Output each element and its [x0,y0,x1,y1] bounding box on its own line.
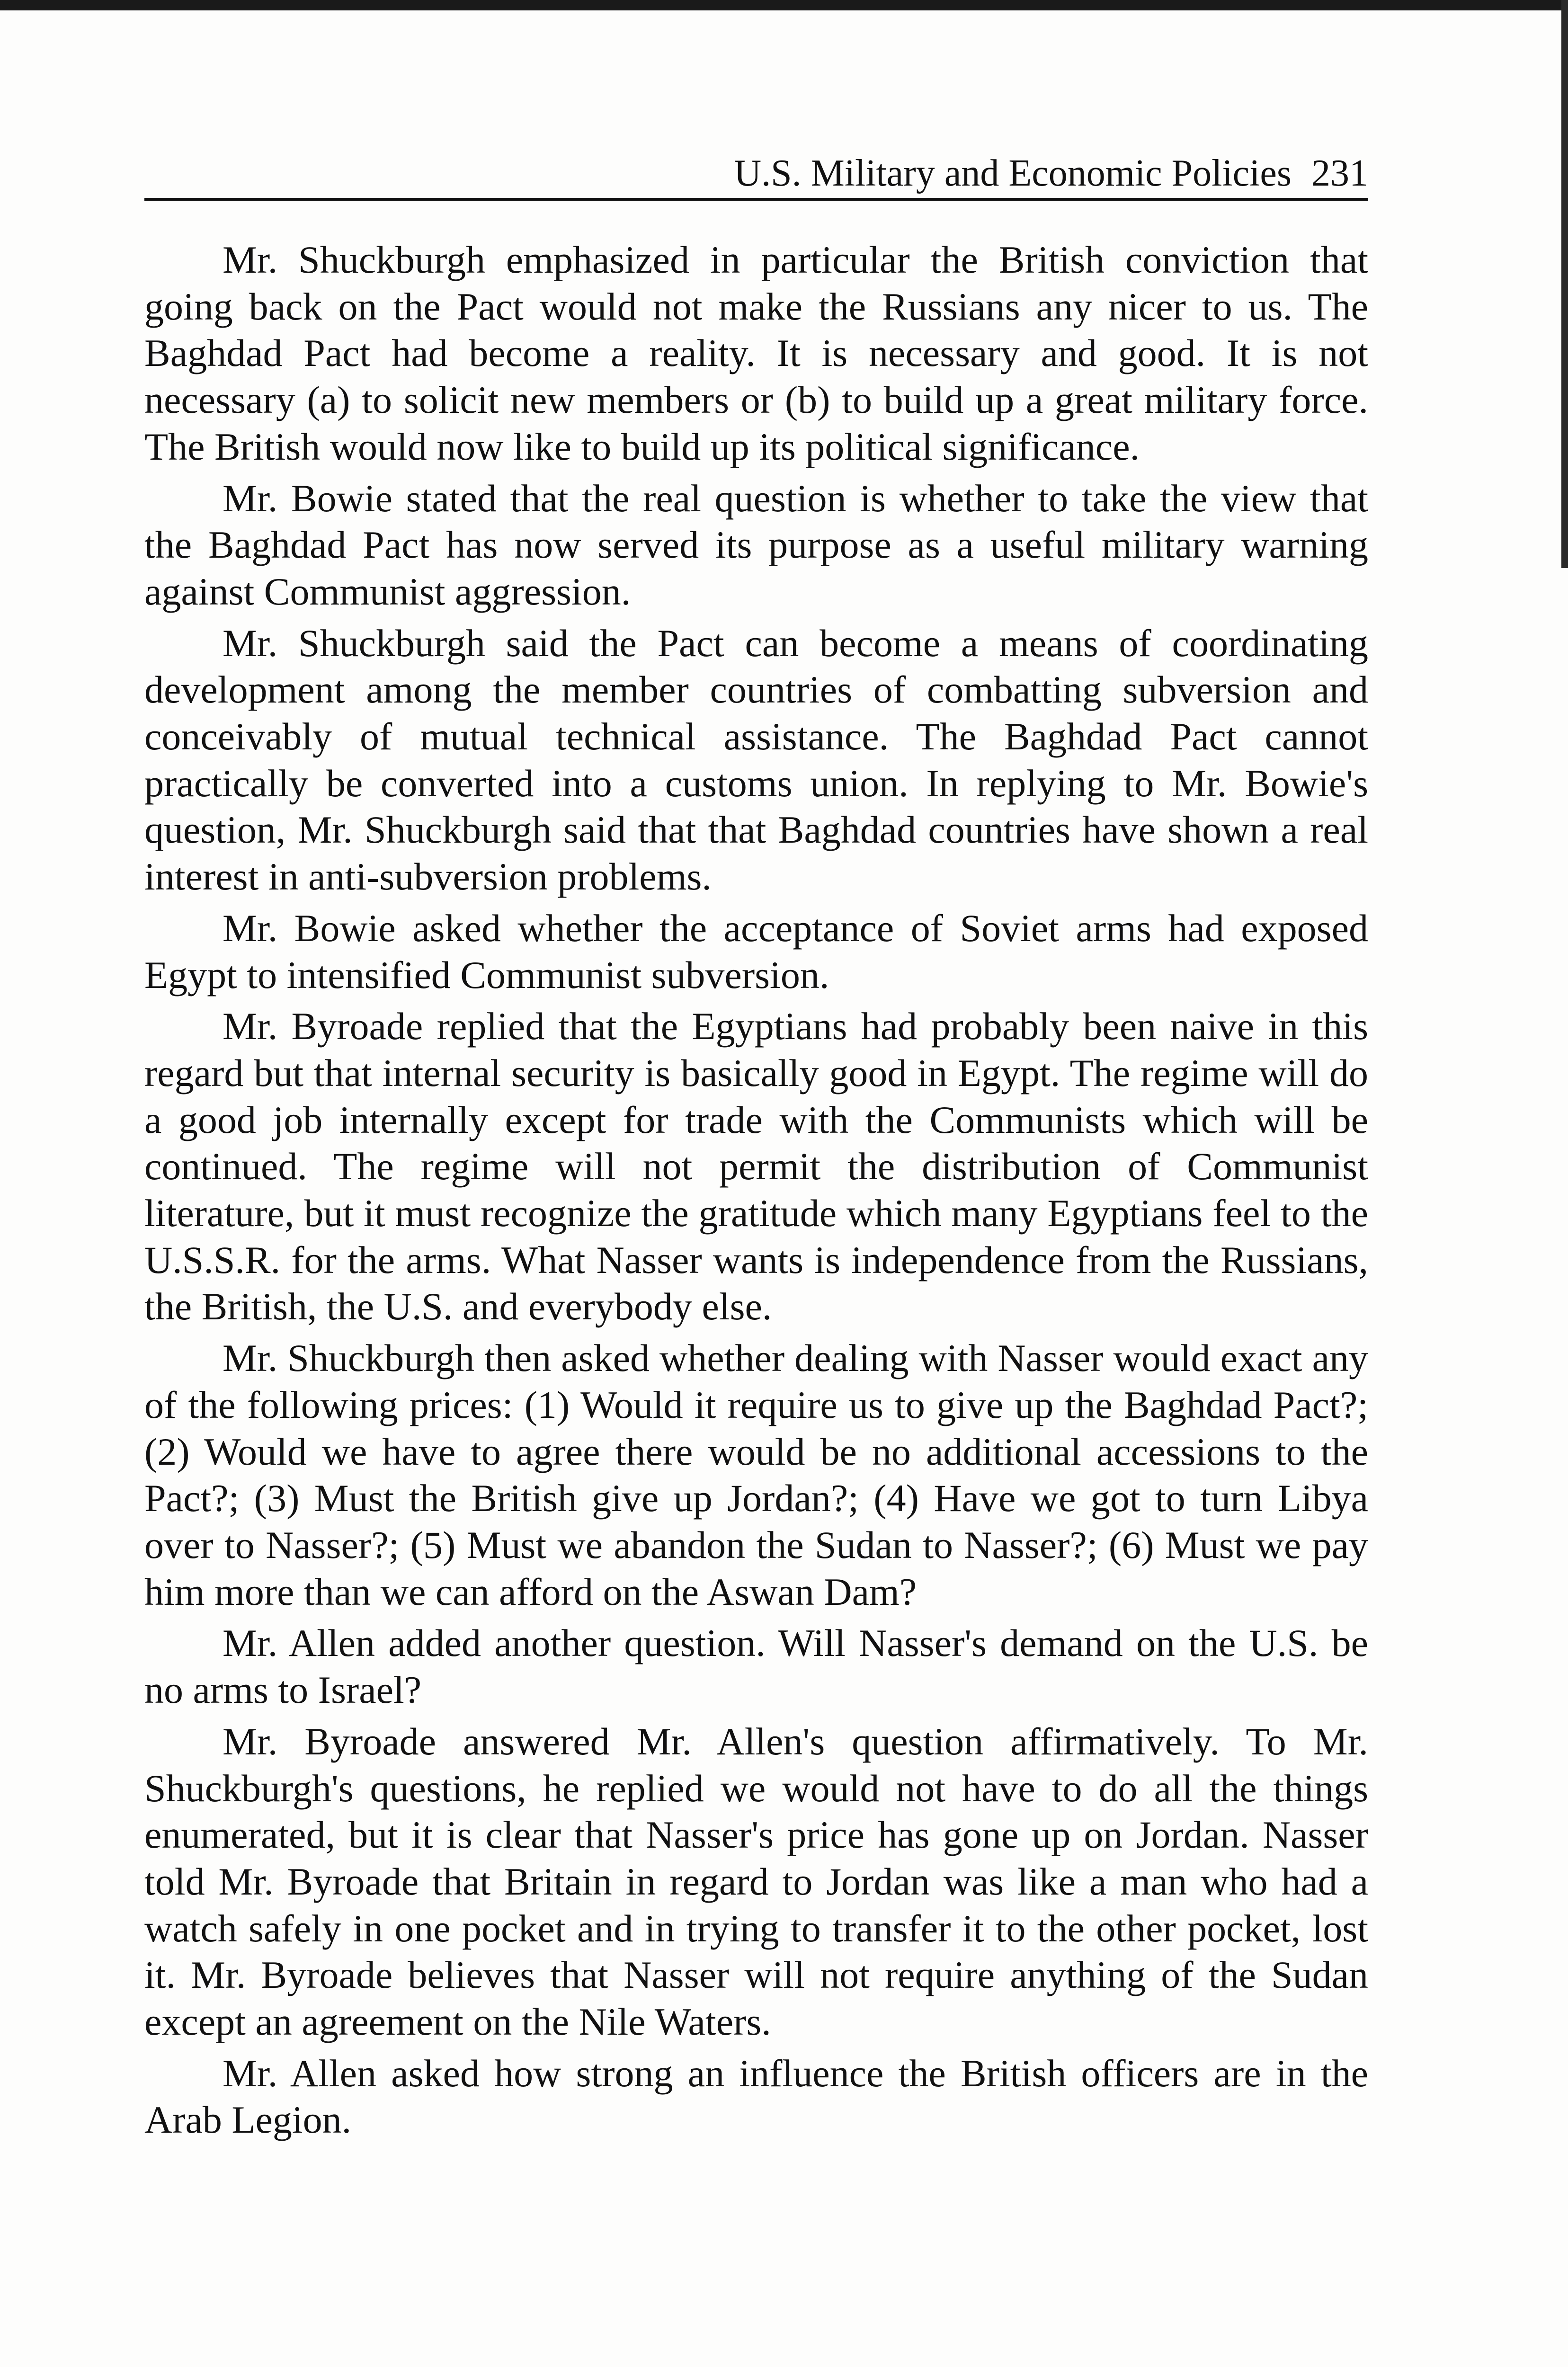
paragraph: Mr. Bowie stated that the real question is whether to take the view that the Baghdad Pact has now served its purpose as a useful military warning against Communist aggression. [144,476,1368,613]
paragraph: Mr. Bowie asked whether the acceptance of Soviet arms had exposed Egypt to intensified Communist subversion. [144,906,1368,997]
paragraph: Mr. Byroade replied that the Egyptians had probably been naive in this regard but that internal security is basically good in Egypt. The regime will do a good job internally except for trade with the Communists which will be continued. The regime will not permit the distribution of Communist literature, but it must recognize the gratitude which many Egyptians feel to the U.S.S.R. for the arms. What Nasser wants is independence from the Russians, the British, the U.S. and everybody else. [144,1005,1368,1328]
paragraph: Mr. Allen asked how strong an influence the British officers are in the Arab Legion. [144,2051,1368,2142]
paragraph: Mr. Shuckburgh then asked whether dealing with Nasser would exact any of the following prices: (1) Would it require us to give up the Baghdad Pact?; (2) Would we have to agree there would be no additional accessions to the Pact?; (3) Must the British give up Jordan?; (4) Have we got to turn Libya over to Nasser?; (5) Must we abandon the Sudan to Nasser?; (6) Must we pay him more than we can afford on the Aswan Dam? [144,1336,1368,1613]
page-number: 231 [1311,152,1368,194]
running-header-text [734,152,1368,195]
paragraph: Mr. Shuckburgh said the Pact can become a means of coordinating development among the member countries of combatting subversion and conceivably of mutual technical assistance. The Baghdad Pact cannot practically be converted into a customs union. In replying to Mr. Bowie's question, Mr. Shuckburgh said that that Baghdad countries have shown a real interest in anti-subversion problems. [144,621,1368,899]
body-text [144,237,1368,2148]
header-title: U.S. Military and Economic Policies [734,152,1292,194]
scan-top-edge [0,0,1568,10]
running-header [144,141,1368,201]
paragraph: Mr. Allen added another question. Will Nasser's demand on the U.S. be no arms to Israel? [144,1621,1368,1712]
scan-right-edge [1561,0,1568,568]
paragraph: Mr. Shuckburgh emphasized in particular the British conviction that going back on the Pact would not make the Russians any nicer to us. The Baghdad Pact had become a reality. It is necessary and good. It is not necessary (a) to solicit new members or (b) to build up a great military force. The British would now like to build up its political significance. [144,238,1368,468]
paragraph: Mr. Byroade answered Mr. Allen's question affirmatively. To Mr. Shuckburgh's questions, he replied we would not have to do all the things enumerated, but it is clear that Nasser's price has gone up on Jordan. Nasser told Mr. Byroade that Britain in regard to Jordan was like a man who had a watch safely in one pocket and in trying to transfer it to the other pocket, lost it. Mr. Byroade believes that Nasser will not require anything of the Sudan except an agreement on the Nile Waters. [144,1719,1368,2044]
